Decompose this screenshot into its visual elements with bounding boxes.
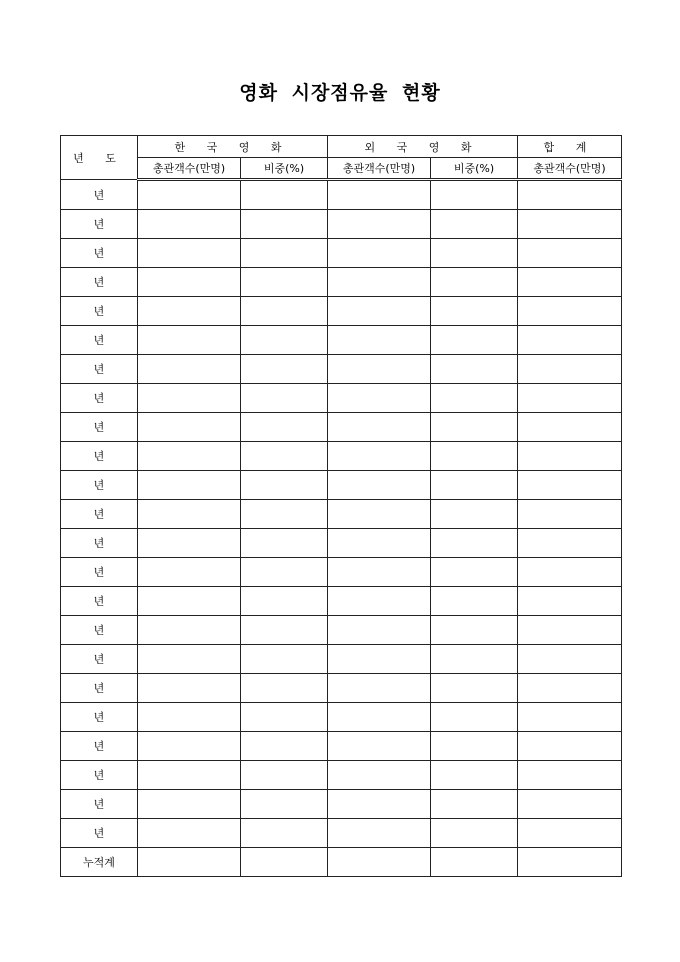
foreign-audience-cell[interactable]	[328, 790, 431, 819]
korean-share-cell[interactable]	[241, 239, 328, 268]
korean-audience-cell[interactable]	[138, 819, 241, 848]
foreign-share-cell[interactable]	[431, 732, 518, 761]
korean-share-cell[interactable]	[241, 413, 328, 442]
foreign-share-cell[interactable]	[431, 645, 518, 674]
year-cell: 년	[61, 529, 138, 558]
korean-share-cell[interactable]	[241, 616, 328, 645]
year-cell: 년	[61, 180, 138, 210]
table-row	[61, 500, 622, 529]
korean-audience-cell[interactable]	[138, 384, 241, 413]
total-audience-cell[interactable]	[518, 616, 622, 645]
korean-share-cell[interactable]	[241, 558, 328, 587]
foreign-share-cell[interactable]	[431, 384, 518, 413]
foreign-audience-cell[interactable]	[328, 529, 431, 558]
korean-share-cell[interactable]	[241, 384, 328, 413]
korean-share-cell[interactable]	[241, 819, 328, 848]
korean-audience-cell[interactable]	[138, 790, 241, 819]
foreign-share-cell[interactable]	[431, 239, 518, 268]
foreign-audience-cell[interactable]	[328, 558, 431, 587]
year-cell: 년	[61, 471, 138, 500]
total-audience-cell[interactable]	[518, 732, 622, 761]
year-cell: 년	[61, 210, 138, 239]
korean-audience-cell[interactable]	[138, 442, 241, 471]
foreign-audience-cell[interactable]	[328, 616, 431, 645]
total-audience-cell[interactable]	[518, 239, 622, 268]
table-row	[61, 355, 622, 384]
total-audience-cell[interactable]	[518, 268, 622, 297]
total-audience-cell[interactable]	[518, 790, 622, 819]
table-row	[61, 210, 622, 239]
table-row	[61, 732, 622, 761]
foreign-audience-cell[interactable]	[328, 355, 431, 384]
korean-audience-cell[interactable]	[138, 268, 241, 297]
table-row	[61, 529, 622, 558]
total-audience-cell[interactable]	[518, 326, 622, 355]
foreign-audience-cell[interactable]	[328, 587, 431, 616]
korean-audience-cell[interactable]	[138, 355, 241, 384]
foreign-share-cell[interactable]	[431, 761, 518, 790]
korean-share-cell[interactable]	[241, 703, 328, 732]
foreign-audience-cell[interactable]	[328, 471, 431, 500]
foreign-share-cell[interactable]	[431, 558, 518, 587]
korean-audience-cell[interactable]	[138, 210, 241, 239]
total-audience-cell[interactable]	[518, 442, 622, 471]
cumulative-foreign-audience-cell[interactable]	[328, 848, 431, 877]
table-row	[61, 442, 622, 471]
korean-share-cell[interactable]	[241, 326, 328, 355]
foreign-share-cell[interactable]	[431, 413, 518, 442]
korean-share-cell[interactable]	[241, 500, 328, 529]
foreign-audience-cell[interactable]	[328, 326, 431, 355]
total-audience-header: 총관객수(만명)	[518, 158, 622, 180]
cumulative-korean-share-cell[interactable]	[241, 848, 328, 877]
cumulative-total-audience-cell[interactable]	[518, 848, 622, 877]
year-header: 년 도	[61, 136, 138, 180]
cumulative-row	[61, 848, 622, 877]
korean-audience-cell[interactable]	[138, 645, 241, 674]
year-cell: 년	[61, 413, 138, 442]
korean-audience-cell[interactable]	[138, 297, 241, 326]
korean-share-cell[interactable]	[241, 529, 328, 558]
table-row	[61, 268, 622, 297]
korean-share-cell[interactable]	[241, 732, 328, 761]
cumulative-label: 누적계	[61, 848, 138, 877]
total-audience-cell[interactable]	[518, 413, 622, 442]
foreign-share-cell[interactable]	[431, 210, 518, 239]
table-row	[61, 413, 622, 442]
foreign-share-cell[interactable]	[431, 500, 518, 529]
korean-share-cell[interactable]	[241, 210, 328, 239]
foreign-share-cell[interactable]	[431, 326, 518, 355]
korean-share-cell[interactable]	[241, 645, 328, 674]
foreign-share-cell[interactable]	[431, 442, 518, 471]
korean-audience-cell[interactable]	[138, 558, 241, 587]
korean-audience-cell[interactable]	[138, 529, 241, 558]
year-cell: 년	[61, 587, 138, 616]
korean-share-cell[interactable]	[241, 471, 328, 500]
header-row-1	[61, 136, 622, 158]
year-cell: 년	[61, 703, 138, 732]
foreign-share-cell[interactable]	[431, 819, 518, 848]
total-audience-cell[interactable]	[518, 529, 622, 558]
korean-share-cell[interactable]	[241, 268, 328, 297]
foreign-share-cell[interactable]	[431, 790, 518, 819]
foreign-audience-cell[interactable]	[328, 384, 431, 413]
foreign-audience-cell[interactable]	[328, 819, 431, 848]
foreign-audience-cell[interactable]	[328, 180, 431, 210]
foreign-audience-cell[interactable]	[328, 732, 431, 761]
table-row	[61, 674, 622, 703]
total-audience-cell[interactable]	[518, 674, 622, 703]
year-cell: 년	[61, 558, 138, 587]
korean-audience-cell[interactable]	[138, 587, 241, 616]
header-row-2	[61, 158, 622, 180]
korean-audience-cell[interactable]	[138, 326, 241, 355]
foreign-share-cell[interactable]	[431, 587, 518, 616]
korean-audience-header: 총관객수(만명)	[138, 158, 241, 180]
foreign-film-header: 외 국 영 화	[328, 136, 518, 158]
total-audience-cell[interactable]	[518, 297, 622, 326]
table-row	[61, 326, 622, 355]
total-audience-cell[interactable]	[518, 703, 622, 732]
year-cell: 년	[61, 326, 138, 355]
korean-audience-cell[interactable]	[138, 761, 241, 790]
year-cell: 년	[61, 239, 138, 268]
total-audience-cell[interactable]	[518, 819, 622, 848]
year-cell: 년	[61, 355, 138, 384]
year-cell: 년	[61, 384, 138, 413]
foreign-share-cell[interactable]	[431, 674, 518, 703]
table-row	[61, 761, 622, 790]
foreign-audience-cell[interactable]	[328, 442, 431, 471]
korean-audience-cell[interactable]	[138, 674, 241, 703]
total-audience-cell[interactable]	[518, 645, 622, 674]
korean-share-cell[interactable]	[241, 442, 328, 471]
foreign-share-cell[interactable]	[431, 616, 518, 645]
year-cell: 년	[61, 674, 138, 703]
foreign-audience-cell[interactable]	[328, 210, 431, 239]
year-cell: 년	[61, 268, 138, 297]
foreign-share-cell[interactable]	[431, 471, 518, 500]
total-audience-cell[interactable]	[518, 500, 622, 529]
cumulative-korean-audience-cell[interactable]	[138, 848, 241, 877]
foreign-share-cell[interactable]	[431, 355, 518, 384]
korean-audience-cell[interactable]	[138, 500, 241, 529]
korean-share-cell[interactable]	[241, 297, 328, 326]
year-cell: 년	[61, 790, 138, 819]
foreign-audience-cell[interactable]	[328, 500, 431, 529]
korean-share-cell[interactable]	[241, 674, 328, 703]
foreign-share-cell[interactable]	[431, 529, 518, 558]
year-cell: 년	[61, 616, 138, 645]
market-share-table	[60, 135, 622, 877]
korean-film-header: 한 국 영 화	[138, 136, 328, 158]
foreign-audience-cell[interactable]	[328, 413, 431, 442]
korean-share-header: 비중(%)	[241, 158, 328, 180]
year-cell: 년	[61, 761, 138, 790]
total-audience-cell[interactable]	[518, 761, 622, 790]
foreign-share-cell[interactable]	[431, 297, 518, 326]
total-header: 합 계	[518, 136, 622, 158]
table-row	[61, 819, 622, 848]
table-row	[61, 645, 622, 674]
year-cell: 년	[61, 442, 138, 471]
table-row	[61, 616, 622, 645]
total-audience-cell[interactable]	[518, 355, 622, 384]
korean-audience-cell[interactable]	[138, 471, 241, 500]
foreign-audience-cell[interactable]	[328, 297, 431, 326]
table-body	[61, 180, 622, 877]
table-row	[61, 471, 622, 500]
korean-audience-cell[interactable]	[138, 413, 241, 442]
foreign-audience-cell[interactable]	[328, 674, 431, 703]
table-row	[61, 297, 622, 326]
korean-audience-cell[interactable]	[138, 616, 241, 645]
year-cell: 년	[61, 297, 138, 326]
year-cell: 년	[61, 500, 138, 529]
foreign-audience-header: 총관객수(만명)	[328, 158, 431, 180]
table-row	[61, 703, 622, 732]
foreign-audience-cell[interactable]	[328, 239, 431, 268]
year-cell: 년	[61, 732, 138, 761]
foreign-audience-cell[interactable]	[328, 645, 431, 674]
total-audience-cell[interactable]	[518, 384, 622, 413]
total-audience-cell[interactable]	[518, 210, 622, 239]
table-row	[61, 239, 622, 268]
korean-share-cell[interactable]	[241, 355, 328, 384]
year-cell: 년	[61, 645, 138, 674]
total-audience-cell[interactable]	[518, 587, 622, 616]
total-audience-cell[interactable]	[518, 558, 622, 587]
foreign-share-cell[interactable]	[431, 180, 518, 210]
foreign-share-header: 비중(%)	[431, 158, 518, 180]
cumulative-foreign-share-cell[interactable]	[431, 848, 518, 877]
korean-audience-cell[interactable]	[138, 180, 241, 210]
korean-share-cell[interactable]	[241, 761, 328, 790]
table-row	[61, 180, 622, 210]
total-audience-cell[interactable]	[518, 471, 622, 500]
korean-share-cell[interactable]	[241, 587, 328, 616]
total-audience-cell[interactable]	[518, 180, 622, 210]
table-row	[61, 587, 622, 616]
foreign-share-cell[interactable]	[431, 268, 518, 297]
page-title: 영화 시장점유율 현황	[239, 82, 441, 104]
foreign-audience-cell[interactable]	[328, 268, 431, 297]
korean-audience-cell[interactable]	[138, 732, 241, 761]
foreign-share-cell[interactable]	[431, 703, 518, 732]
korean-share-cell[interactable]	[241, 180, 328, 210]
table-row	[61, 558, 622, 587]
table-row	[61, 384, 622, 413]
korean-audience-cell[interactable]	[138, 239, 241, 268]
korean-audience-cell[interactable]	[138, 703, 241, 732]
korean-share-cell[interactable]	[241, 790, 328, 819]
foreign-audience-cell[interactable]	[328, 703, 431, 732]
table-row	[61, 790, 622, 819]
year-cell: 년	[61, 819, 138, 848]
foreign-audience-cell[interactable]	[328, 761, 431, 790]
